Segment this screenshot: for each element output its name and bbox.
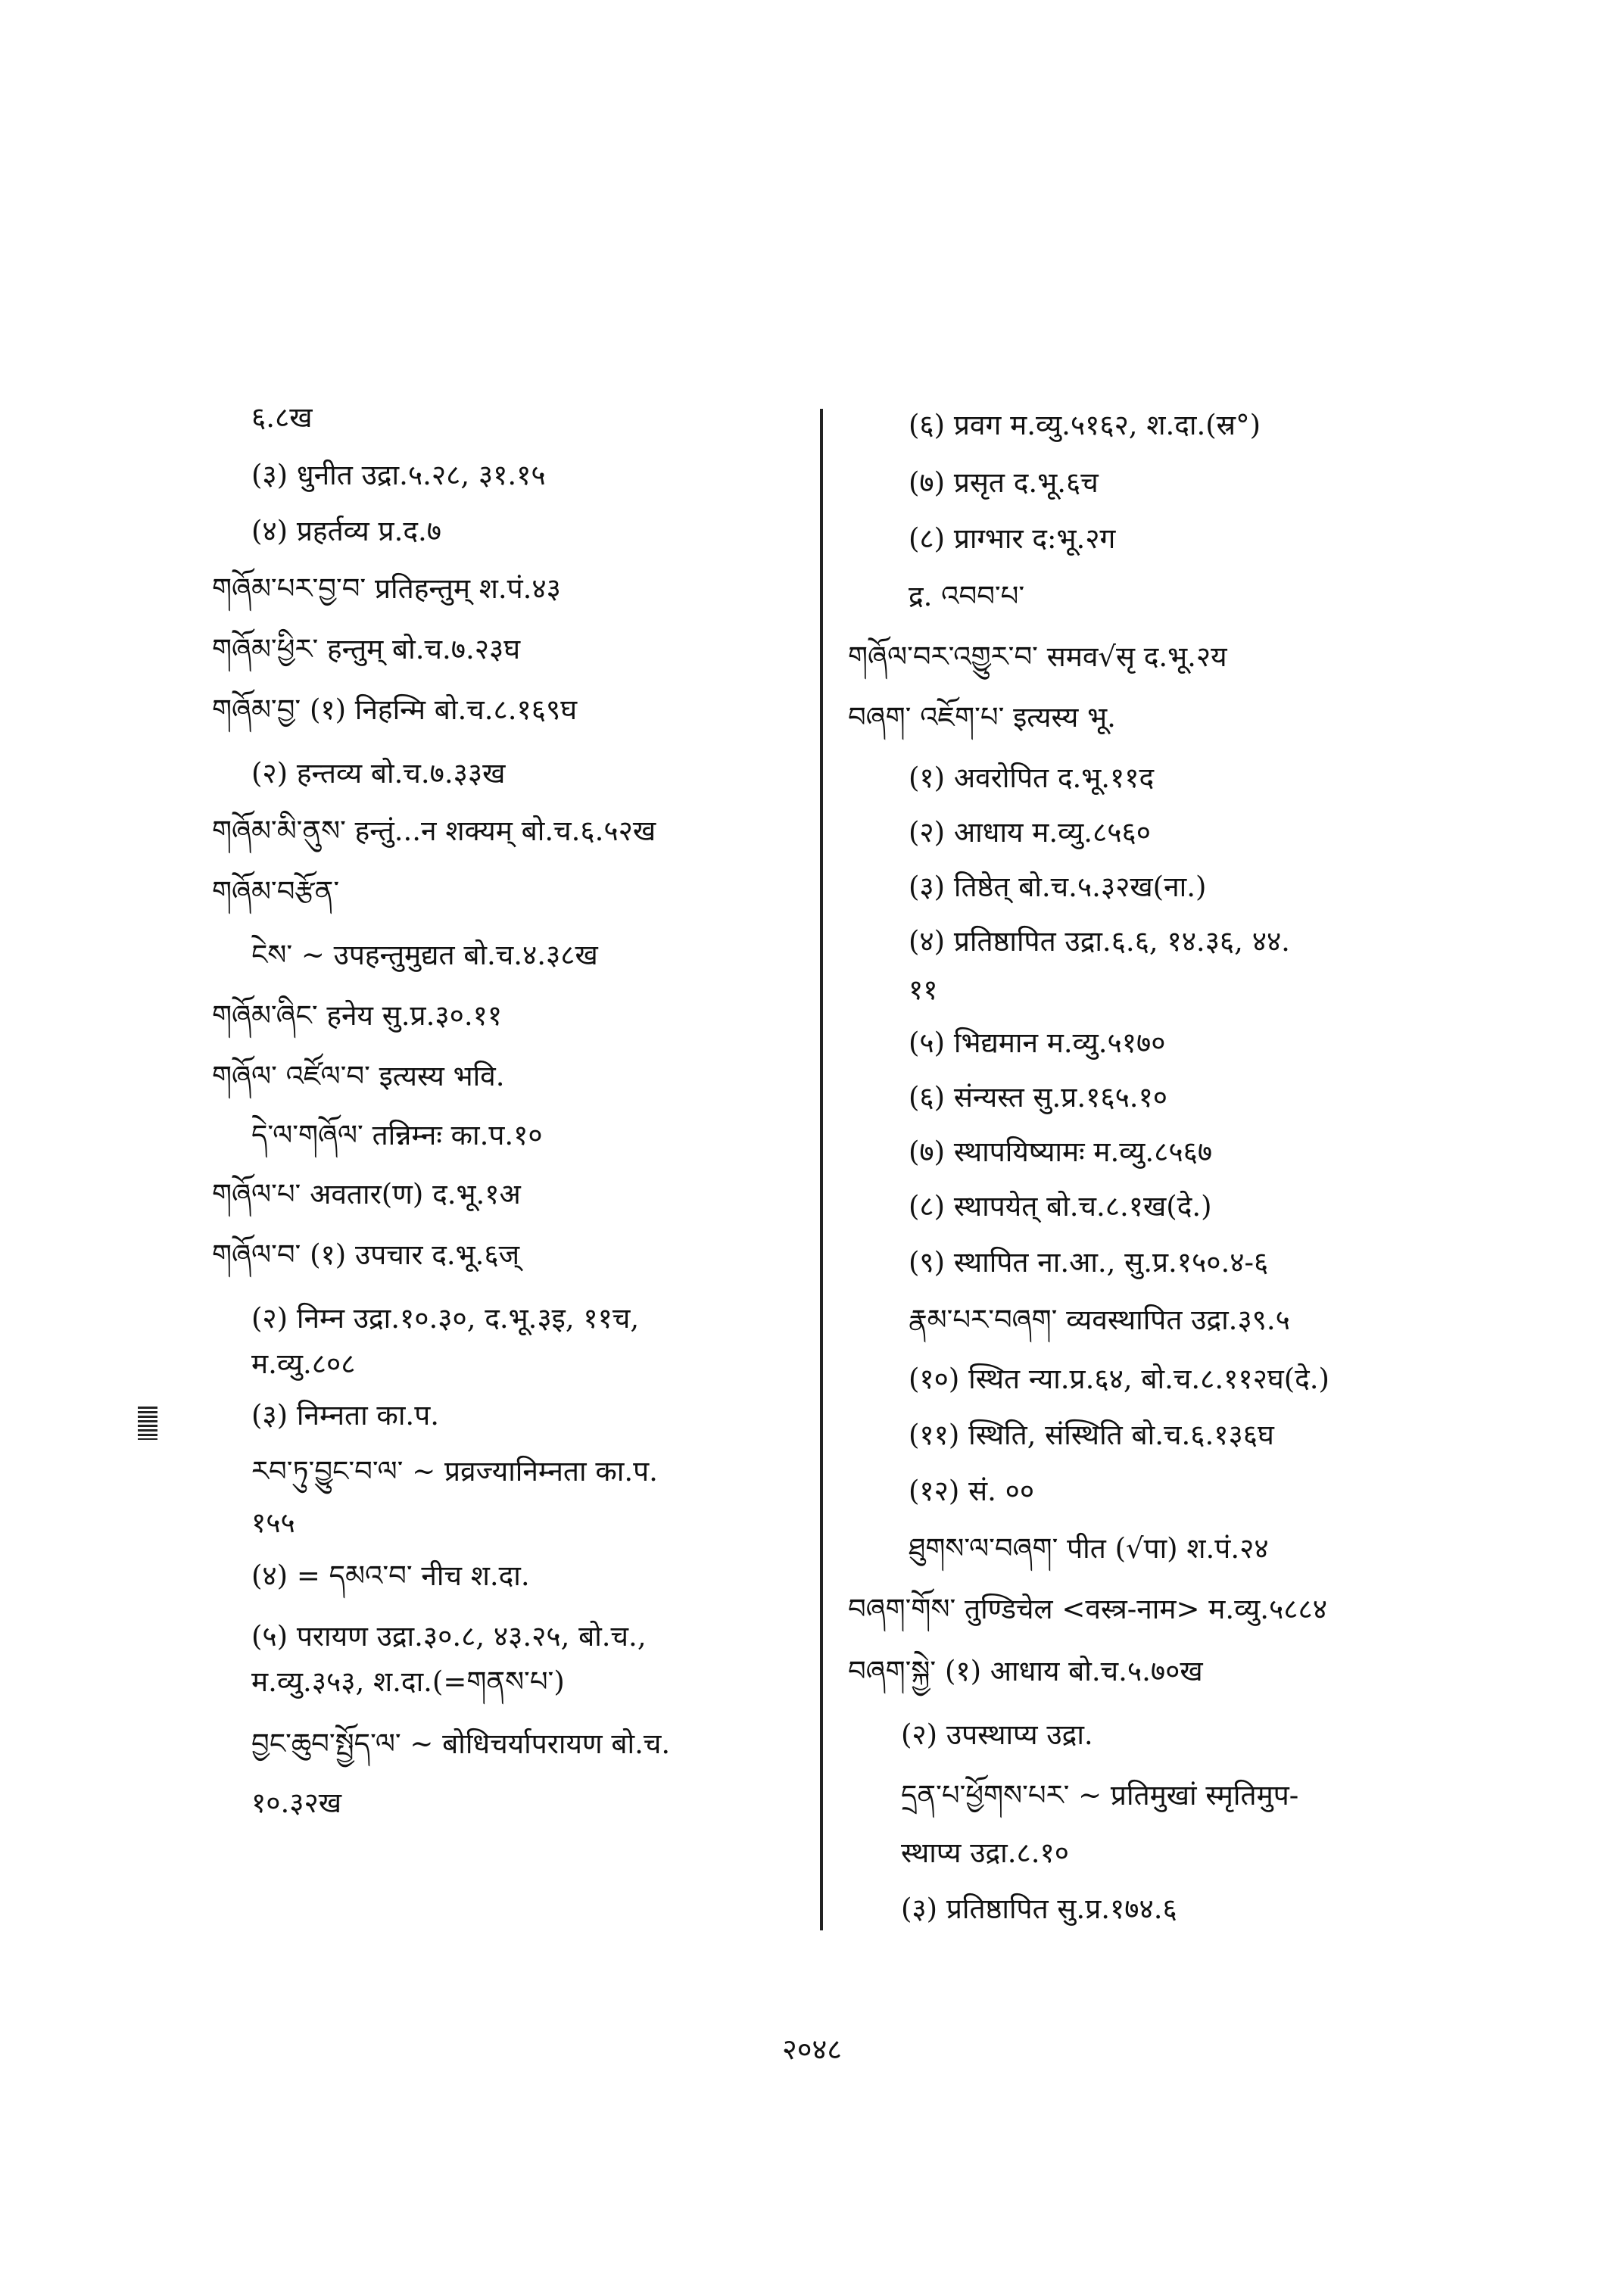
entry-line: བཞག་སྐྱེ་ (१) आधाय बो.च.५.७०ख [848, 1655, 1203, 1687]
entry-line: གཞོམ་ཕྱིར་ हन्तुम् बो.च.७.२३घ [212, 633, 521, 665]
entry-line: བྱང་ཆུབ་སྤྱོད་ལ་ ~ बोधिचर्यापरायण बो.च. [251, 1728, 671, 1760]
entry-line: (६) संन्यस्त सु.प्र.१६५.१० [909, 1081, 1168, 1114]
entry-line: རབ་ཏུ་བྱུང་བ་ལ་ ~ प्रव्रज्यानिम्नता का.प. [251, 1455, 658, 1488]
entry-line: གཞོམ་མི་ནུས་ हन्तुं...न शक्यम् बो.च.६.५२ख [212, 815, 656, 847]
entry-line: གཞོལ་ འཛོལ་བ་ इत्यस्य भवि. [212, 1060, 505, 1092]
entry-line: (१०) स्थित न्या.प्र.६४, बो.च.८.११२घ(दे.) [909, 1363, 1329, 1395]
entry-line: དྲན་པ་ཕྱོགས་པར་ ~ प्रतिमुखां स्मृतिमुप- [901, 1779, 1299, 1812]
entry-line: བཞག་གོས་ तुण्डिचेल <वस्त्र-नाम> म.व्यु.५८८४ [848, 1593, 1327, 1625]
entry-line: ११ [909, 974, 938, 1006]
entry-line: (२) उपस्थाप्य उद्रा. [901, 1718, 1093, 1751]
entry-line: གཞོལ་པ་ अवतार(ण) द.भू.१अ [212, 1178, 521, 1210]
entry-line: རྣམ་པར་བཞག་ व्यवस्थापित उद्रा.३९.५ [909, 1304, 1290, 1336]
entry-line: (६) प्रवग म.व्यु.५१६२, श.दा.(स्र°) [909, 409, 1261, 441]
entry-line: म.व्यु.८०८ [251, 1347, 356, 1380]
entry-line: (९) स्थापित ना.आ., सु.प्र.१५०.४-६ [909, 1246, 1269, 1279]
entry-line: म.व्यु.३५३, श.दा.(=གནས་པ་) [251, 1665, 565, 1698]
entry-line: (७) स्थापयिष्यामः म.व्यु.८५६७ [909, 1136, 1213, 1168]
entry-line: གཞོམ་ཞིང་ हनेय सु.प्र.३०.११ [212, 999, 503, 1032]
entry-line: (३) तिष्ठेत् बो.च.५.३२ख(ना.) [909, 871, 1207, 903]
entry-line: (४) प्रहर्तव्य प्र.द.७ [251, 515, 441, 547]
entry-line: (८) स्थापयेत् बो.च.८.१ख(दे.) [909, 1190, 1212, 1223]
entry-line: ཐུགས་ལ་བཞག་ पीत (√पा) श.पं.२४ [909, 1532, 1269, 1565]
entry-line: (८) प्राग्भार द:भू.२ग [909, 522, 1116, 555]
entry-line: ངེས་ ~ उपहन्तुमुद्यत बो.च.४.३८ख [251, 939, 598, 971]
entry-line: (२) आधाय म.व्यु.८५६० [909, 816, 1151, 849]
entry-line: (४) = དམའ་བ་ नीच श.दा. [251, 1559, 530, 1592]
entry-line: (३) निम्नता का.प. [251, 1399, 439, 1432]
entry-line: (७) प्रसृत द.भू.६च [909, 466, 1099, 499]
entry-line: (१) अवरोपित द.भू.११द [909, 762, 1155, 794]
entry-line: བཞག་ འཇོག་པ་ इत्यस्य भू. [848, 701, 1116, 734]
margin-mark [138, 1407, 157, 1440]
entry-line: (५) भिद्यमान म.व्यु.५१७० [909, 1027, 1166, 1059]
entry-line: द्र. འབབ་པ་ [909, 580, 1025, 612]
entry-line: (३) धुनीत उद्रा.५.२८, ३१.१५ [251, 459, 546, 491]
entry-line: (२) निम्न उद्रा.१०.३०, द.भू.३इ, ११च, [251, 1302, 640, 1335]
entry-line: (११) स्थिति, संस्थिति बो.च.६.१३६घ [909, 1419, 1274, 1451]
entry-line: དེ་ལ་གཞོལ་ तन्निम्नः का.प.१० [251, 1119, 543, 1151]
column-divider [820, 409, 823, 1930]
entry-line: (४) प्रतिष्ठापित उद्रा.६.६, १४.३६, ४४. [909, 925, 1290, 958]
entry-line: (२) हन्तव्य बो.च.७.३३ख [251, 757, 506, 790]
entry-line: (३) प्रतिष्ठापित सु.प्र.१७४.६ [901, 1893, 1177, 1925]
entry-line: གཞོམ་བྱ་ (१) निहन्मि बो.च.८.१६९घ [212, 693, 578, 726]
page-number: २०४८ [781, 2033, 843, 2066]
entry-line: (१२) सं. ०० [909, 1475, 1035, 1507]
entry-line: གཞོམ་པར་བྱ་བ་ प्रतिहन्तुम् श.पं.४३ [212, 572, 561, 605]
entry-line: གཞོལ་བར་འགྱུར་བ་ समव√सृ द.भू.२य [848, 640, 1227, 673]
entry-line: གཞོལ་བ་ (१) उपचार द.भू.६ज् [212, 1238, 520, 1271]
entry-line: स्थाप्य उद्रा.८.१० [901, 1837, 1069, 1869]
entry-line: १५५ [251, 1506, 295, 1539]
entry-line: १०.३२ख [251, 1787, 341, 1819]
entry-line: (५) परायण उद्रा.३०.८, ४३.२५, बो.च., [251, 1620, 647, 1653]
entry-line: ६.८ख [251, 401, 313, 434]
entry-line: གཞོམ་བརྩོན་ [212, 875, 340, 908]
